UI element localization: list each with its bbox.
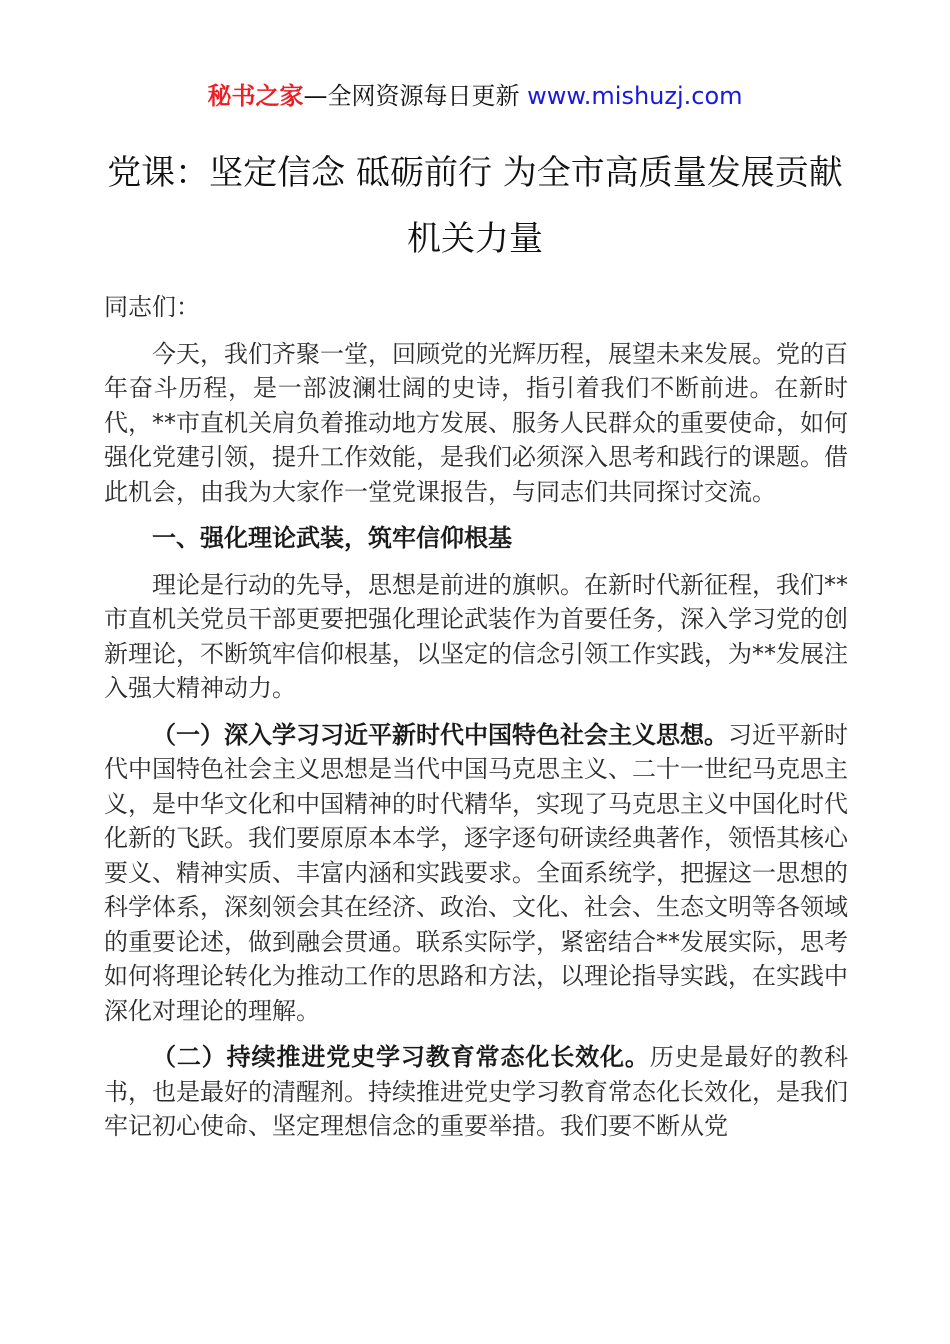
site-tagline: —全网资源每日更新	[303, 82, 528, 110]
subsection-2	[104, 1040, 848, 1144]
subsection-2-text: 历史是最好的教科书，也是最好的清醒剂。持续推进党史学习教育常态化长效化，是我们牢记初心使命、坚定理想信念的重要举措。我们要不断从党	[104, 1043, 849, 1140]
subsection-1-heading: （一）深入学习习近平新时代中国特色社会主义思想。	[152, 720, 728, 749]
site-header	[0, 80, 950, 112]
section-paragraph: 理论是行动的先导，思想是前进的旗帜。在新时代新征程，我们**市直机关党员干部更要把强化理论武装作为首要任务，深入学习党的创新理论，不断筑牢信仰根基，以坚定的信念引领工作实践，为**发展注入强大精神动力。	[104, 570, 848, 702]
document-title: 党课：坚定信念 砥砺前行 为全市高质量发展贡献机关力量	[107, 153, 843, 259]
salutation: 同志们：	[104, 293, 200, 321]
site-url-link[interactable]: www.mishuzj.com	[527, 82, 743, 110]
subsection-1	[104, 718, 848, 1029]
site-brand: 秘书之家	[207, 82, 304, 110]
section-heading: 一、强化理论武装，筑牢信仰根基	[152, 524, 512, 552]
subsection-2-heading: （二）持续推进党史学习教育常态化长效化。	[152, 1043, 650, 1071]
subsection-1-text: 习近平新时代中国特色社会主义思想是当代中国马克思主义、二十一世纪马克思主义，是中华文化和中国精神的时代精华，实现了马克思主义中国化时代化新的飞跃。我们要原原本本学，逐字逐句研读经典著作，领悟其核心要义、精神实质、丰富内涵和实践要求。全面系统学，把握这一思想的科学体系，深刻领会其在经济、政治、文化、社会、生态文明等各领域的重要论述，做到融会贯通。联系实际学，紧密结合**发展实际，思考如何将理论转化为推动工作的思路和方法，以理论指导实践，在实践中深化对理论的理解。	[104, 720, 848, 1025]
intro-paragraph: 今天，我们齐聚一堂，回顾党的光辉历程，展望未来发展。党的百年奋斗历程，是一部波澜壮阔的史诗，指引着我们不断前进。在新时代，**市直机关肩负着推动地方发展、服务人民群众的重要使命，如何强化党建引领，提升工作效能，是我们必须深入思考和践行的课题。借此机会，由我为大家作一堂党课报告，与同志们共同探讨交流。	[104, 339, 848, 506]
document-body	[104, 290, 848, 1156]
